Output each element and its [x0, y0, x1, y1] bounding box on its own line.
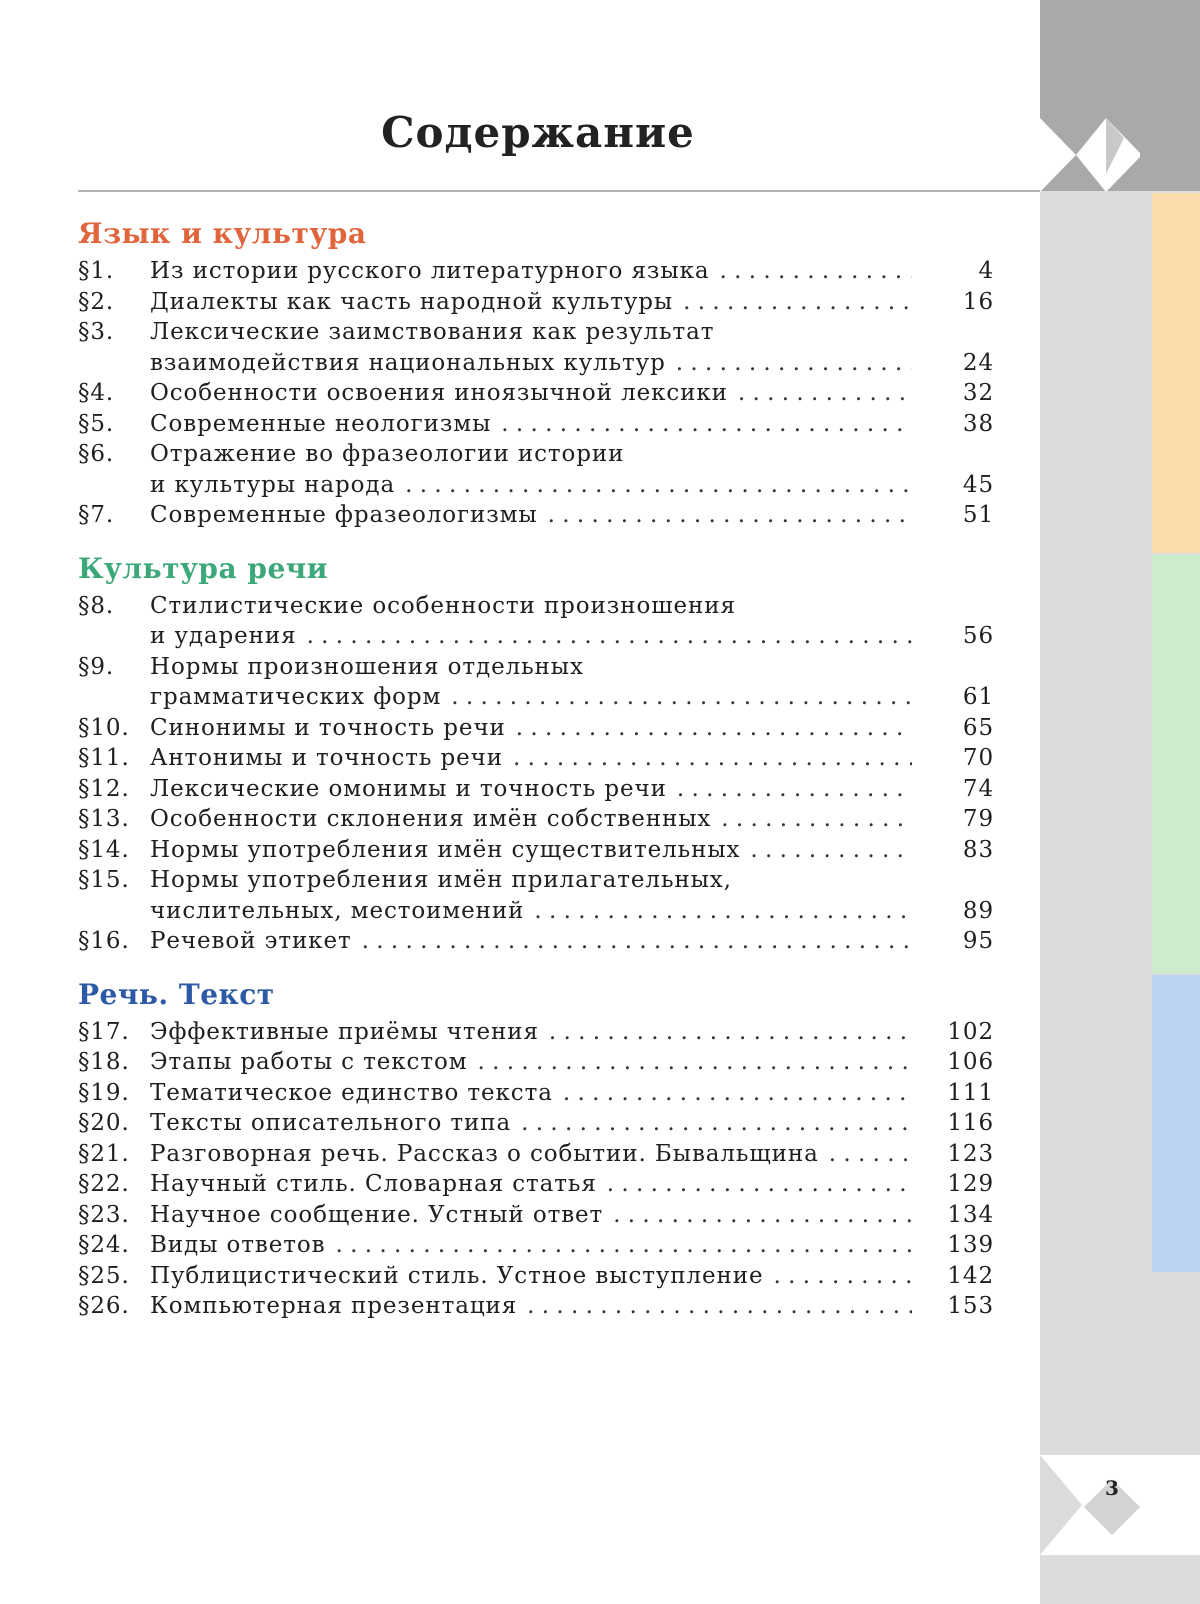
toc-entry-page: 79 [962, 806, 994, 832]
toc-entry-title: Нормы произношения отдельных [150, 653, 584, 680]
toc-entry-title: Тематическое единство текста [150, 1079, 553, 1106]
toc-entry-number: §10. [78, 714, 130, 741]
dot-leader [527, 1291, 912, 1322]
toc-entry-title: и ударения [150, 623, 297, 649]
toc-entry-page: 142 [947, 1262, 994, 1289]
toc-entry-title: Современные неологизмы [150, 410, 492, 437]
toc-entry-page: 45 [962, 471, 994, 498]
toc-entry-number: §17. [78, 1018, 130, 1045]
toc-entry-number: §21. [78, 1140, 130, 1167]
toc-entry-page: 65 [962, 714, 994, 741]
dot-leader [829, 1139, 912, 1170]
toc-entry-page: 139 [947, 1232, 994, 1258]
toc-entry[interactable] [78, 500, 994, 531]
dot-leader [534, 896, 912, 927]
section-heading: Культура речи [78, 551, 329, 585]
toc-entry-page: 24 [962, 349, 994, 376]
toc-entry-number: §26. [78, 1293, 130, 1319]
toc-entry-title: Нормы употребления имён существительных [150, 836, 741, 863]
toc-entry-page: 70 [962, 745, 994, 771]
toc-entry-title: Антонимы и точность речи [150, 745, 503, 771]
toc-entry[interactable] [78, 835, 994, 866]
toc-entry[interactable] [78, 1139, 994, 1170]
toc-entry-page: 116 [947, 1110, 994, 1136]
toc-entry[interactable] [78, 652, 994, 713]
dot-leader [683, 287, 912, 318]
toc-entry-title: Эффективные приёмы чтения [150, 1018, 539, 1045]
dot-leader [548, 500, 912, 531]
toc-entry-title: Современные фразеологизмы [150, 502, 538, 528]
toc-entry-title: числительных, местоимений [150, 897, 525, 924]
toc-entry-title: Компьютерная презентация [150, 1293, 518, 1319]
dot-leader [307, 621, 912, 652]
toc-entry[interactable] [78, 804, 994, 835]
dot-leader [750, 835, 912, 866]
toc-entry-page: 153 [947, 1293, 994, 1319]
toc-entry[interactable] [78, 439, 994, 500]
toc-entry-number: §5. [78, 410, 115, 437]
toc-entry-title: Лексические заимствования как результат [150, 319, 715, 345]
toc-entry[interactable] [78, 1230, 994, 1261]
dot-leader [501, 409, 912, 440]
page-title: Содержание [381, 108, 695, 157]
toc-entry[interactable] [78, 409, 994, 440]
toc-entry[interactable] [78, 1169, 994, 1200]
toc-entry-page: 51 [962, 502, 994, 528]
toc-entry-title: грамматических форм [150, 684, 442, 710]
toc-entry-number: §18. [78, 1049, 130, 1075]
toc-entry-page: 56 [962, 623, 994, 649]
toc-entry-page: 38 [962, 410, 994, 437]
toc-entry[interactable] [78, 1047, 994, 1078]
dot-leader [721, 804, 912, 835]
toc-entry[interactable] [78, 926, 994, 957]
toc-entry-number: §2. [78, 288, 115, 315]
toc-entry-page: 95 [962, 928, 994, 954]
toc-entry-title: Виды ответов [150, 1232, 326, 1258]
side-color-bar [1040, 0, 1200, 1604]
toc-entry[interactable] [78, 287, 994, 318]
toc-entry-page: 106 [947, 1049, 994, 1075]
dot-leader [516, 713, 912, 744]
dot-leader [362, 926, 912, 957]
toc-entry[interactable] [78, 1291, 994, 1322]
toc-entry-title: Из истории русского литературного языка [150, 258, 710, 284]
toc-entry[interactable] [78, 317, 994, 378]
toc-entry-title: Этапы работы с текстом [150, 1049, 468, 1075]
dot-leader [335, 1230, 912, 1261]
toc-entry-title: Отражение во фразеологии истории [150, 441, 625, 467]
section-spacer [78, 957, 994, 973]
toc-entry-number: §9. [78, 653, 115, 680]
toc-entry-number: §11. [78, 745, 130, 771]
toc-entry-number: §14. [78, 836, 130, 863]
toc-entry[interactable] [78, 1017, 994, 1048]
toc-entry[interactable] [78, 713, 994, 744]
toc-entry[interactable] [78, 865, 994, 926]
section-spacer [78, 531, 994, 547]
toc-entry-page: 61 [962, 684, 994, 710]
toc-entry-title: Особенности освоения иноязычной лексики [150, 380, 728, 406]
sidebar-band-orange [1152, 193, 1200, 553]
toc-entry[interactable] [78, 1108, 994, 1139]
toc-entry-page: 32 [962, 380, 994, 406]
toc-entry-number: §1. [78, 258, 115, 284]
section-heading: Речь. Текст [78, 977, 275, 1011]
section-heading: Язык и культура [78, 217, 367, 250]
toc-entry-page: 83 [962, 836, 994, 863]
toc-entry[interactable] [78, 1261, 994, 1292]
toc-entry-page: 129 [947, 1171, 994, 1197]
sidebar-band-blue [1152, 975, 1200, 1272]
toc-entry-number: §8. [78, 592, 115, 619]
toc-entry-number: §24. [78, 1232, 130, 1258]
toc-entry-title: Особенности склонения имён собственных [150, 806, 712, 832]
dot-leader [513, 743, 912, 774]
toc-entry-number: §6. [78, 441, 115, 467]
toc-entry-title: Тексты описательного типа [150, 1110, 512, 1136]
toc-entry-title: Диалекты как часть народной культуры [150, 288, 674, 315]
page-number-badge [1040, 1455, 1200, 1555]
toc-entry-title: Научное сообщение. Устный ответ [150, 1201, 604, 1228]
diamond-decoration-icon [1040, 118, 1140, 192]
toc-entry-page: 111 [947, 1079, 994, 1106]
toc-entry-title: Разговорная речь. Рассказ о событии. Бывальщина [150, 1140, 819, 1167]
toc-entry-number: §13. [78, 806, 130, 832]
toc-entry[interactable] [78, 591, 994, 652]
toc-entry-page: 102 [947, 1018, 994, 1045]
dot-leader [613, 1200, 912, 1231]
toc-entry-page: 4 [978, 258, 994, 284]
toc-entry-number: §7. [78, 502, 115, 528]
toc-entry-title: Нормы употребления имён прилагательных, [150, 867, 732, 893]
toc-entry-title: Публицистический стиль. Устное выступление [150, 1262, 764, 1289]
toc-entry-title: взаимодействия национальных культур [150, 349, 666, 376]
toc-entry-number: §3. [78, 319, 115, 345]
toc-entry-page: 89 [962, 897, 994, 924]
dot-leader [607, 1169, 912, 1200]
title-divider [78, 190, 1040, 192]
toc-entry-title: Научный стиль. Словарная статья [150, 1171, 597, 1197]
dot-leader [677, 774, 912, 805]
toc-entry-page: 134 [947, 1201, 994, 1228]
toc-entry[interactable] [78, 1078, 994, 1109]
dot-leader [549, 1017, 912, 1048]
table-of-contents [78, 212, 994, 1322]
dot-leader [676, 348, 912, 379]
toc-entry[interactable] [78, 378, 994, 409]
toc-entry[interactable] [78, 1200, 994, 1231]
dot-leader [405, 470, 912, 501]
toc-entry-title: Лексические омонимы и точность речи [150, 775, 667, 802]
toc-entry-number: §19. [78, 1079, 130, 1106]
toc-entry-number: §25. [78, 1262, 130, 1289]
toc-entry-number: §15. [78, 867, 130, 893]
toc-entry-title: Стилистические особенности произношения [150, 592, 736, 619]
toc-entry-page: 74 [962, 775, 994, 802]
toc-entry[interactable] [78, 256, 994, 287]
dot-leader [521, 1108, 912, 1139]
toc-entry-number: §22. [78, 1171, 130, 1197]
toc-entry-page: 123 [947, 1140, 994, 1167]
toc-entry-number: §23. [78, 1201, 130, 1228]
toc-entry-number: §4. [78, 380, 115, 406]
toc-entry-title: и культуры народа [150, 471, 396, 498]
toc-entry-number: §16. [78, 928, 130, 954]
toc-entry[interactable] [78, 774, 994, 805]
toc-entry-number: §12. [78, 775, 130, 802]
dot-leader [478, 1047, 913, 1078]
toc-entry-title: Речевой этикет [150, 928, 352, 954]
dot-leader [719, 256, 912, 287]
dot-leader [774, 1261, 912, 1292]
toc-entry-page: 16 [962, 288, 994, 315]
page-number: 3 [1105, 1476, 1119, 1500]
toc-entry[interactable] [78, 743, 994, 774]
toc-entry-number: §20. [78, 1110, 130, 1136]
dot-leader [451, 682, 912, 713]
dot-leader [563, 1078, 912, 1109]
dot-leader [738, 378, 912, 409]
sidebar-band-green [1152, 555, 1200, 973]
toc-entry-title: Синонимы и точность речи [150, 714, 506, 741]
